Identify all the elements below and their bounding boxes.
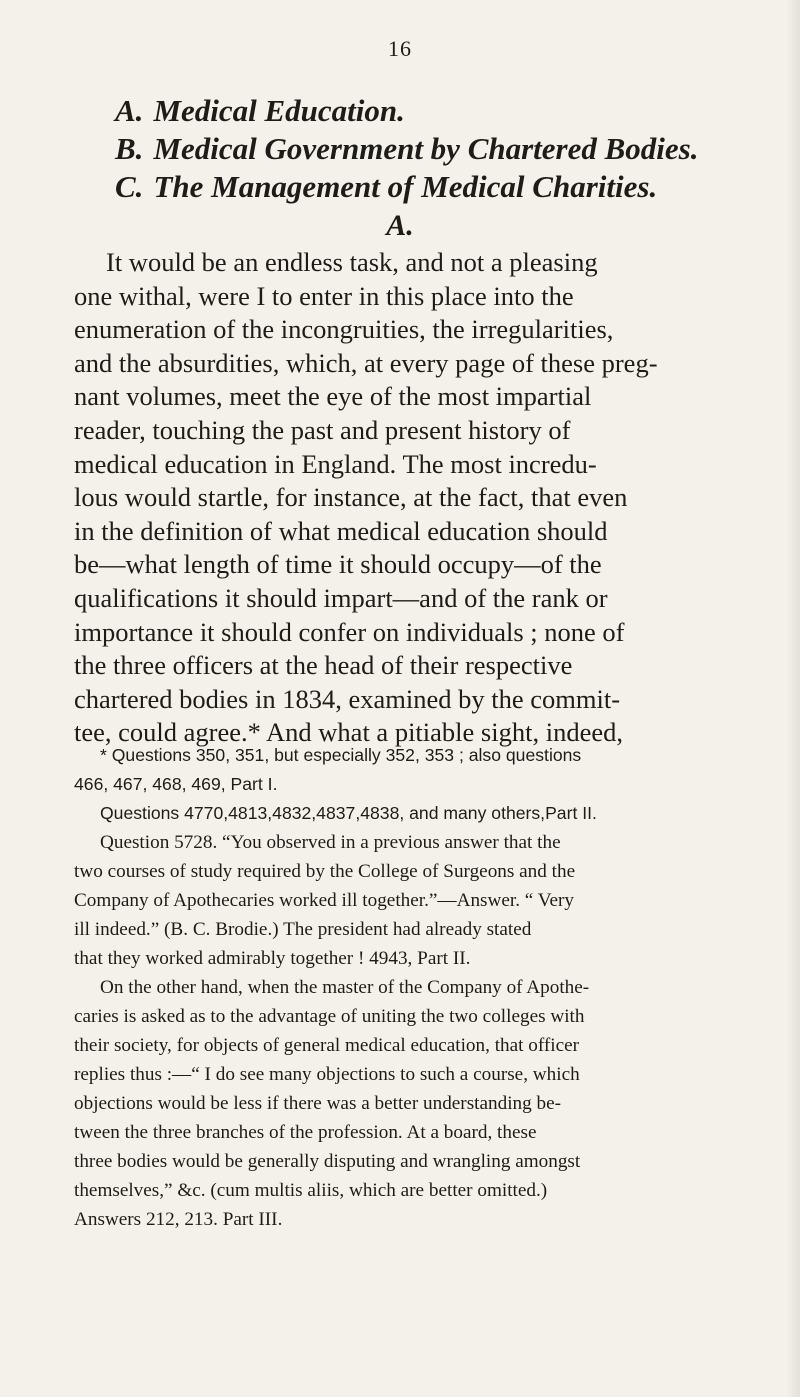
body-line: It would be an endless task, and not a pleasing	[106, 247, 598, 277]
body-line: enumeration of the incongruities, the irregularities,	[74, 314, 614, 345]
body-line: one withal, were I to enter in this place into the	[74, 280, 574, 311]
body-line: medical education in England. The most incredu-	[74, 448, 597, 479]
body-line: nant volumes, meet the eye of the most impartial	[74, 381, 592, 412]
body-line: the three officers at the head of their respective	[74, 650, 573, 681]
footnote-line: replies thus :—“ I do see many objections to such a course, which	[74, 1064, 580, 1085]
body-line: and the absurdities, which, at every page of these preg-	[74, 347, 658, 378]
page-edge-shadow	[786, 0, 800, 1397]
footnote-line: Question 5728. “You observed in a previous answer that the	[100, 832, 561, 853]
contents-letter: A.	[115, 93, 144, 128]
footnote-line: themselves,” &c. (cum multis aliis, which are better omitted.)	[74, 1180, 548, 1201]
footnote-line: tween the three branches of the profession. At a board, these	[74, 1122, 537, 1143]
footnote-line: Questions 4770,4813,4832,4837,4838, and many others,Part II.	[100, 803, 597, 823]
footnote-line: 466, 467, 468, 469, Part I.	[74, 774, 278, 794]
footnote-line: * Questions 350, 351, but especially 352, 353 ; also questions	[100, 745, 582, 765]
footnotes	[74, 741, 742, 1234]
footnote-line: objections would be less if there was a better understanding be-	[74, 1093, 562, 1114]
contents-list	[115, 92, 698, 206]
footnote-line: Answers 212, 213. Part III.	[74, 1209, 283, 1230]
footnote-line: three bodies would be generally disputing and wrangling amongst	[74, 1151, 581, 1172]
body-line: reader, touching the past and present history of	[74, 414, 571, 445]
body-line: tee, could agree.* And what a pitiable sight, indeed,	[74, 717, 623, 748]
body-paragraph	[74, 246, 742, 750]
footnote-line: Company of Apothecaries worked ill together.”—Answer. “ Very	[74, 890, 574, 911]
contents-title: Medical Government by Chartered Bodies.	[153, 131, 699, 166]
contents-item-b	[115, 130, 698, 168]
footnote-line: their society, for objects of general medical education, that officer	[74, 1035, 580, 1056]
contents-item-c	[115, 168, 698, 206]
body-line: lous would startle, for instance, at the fact, that even	[74, 482, 628, 513]
footnote-line: On the other hand, when the master of the Company of Apothe-	[100, 977, 590, 998]
page-number: 16	[388, 36, 412, 61]
section-heading: A.	[386, 209, 414, 242]
footnote-line: caries is asked as to the advantage of uniting the two colleges with	[74, 1006, 585, 1027]
body-line: in the definition of what medical education should	[74, 515, 608, 546]
body-line: qualifications it should impart—and of the rank or	[74, 582, 608, 613]
body-line: chartered bodies in 1834, examined by the commit-	[74, 683, 621, 714]
body-line: be—what length of time it should occupy—of the	[74, 549, 602, 580]
body-line: importance it should confer on individuals ; none of	[74, 616, 625, 647]
contents-letter: C.	[115, 169, 144, 204]
footnote-line: that they worked admirably together ! 4943, Part II.	[74, 948, 471, 969]
contents-item-a	[115, 92, 698, 130]
contents-letter: B.	[115, 131, 144, 166]
footnote-line: two courses of study required by the College of Surgeons and the	[74, 861, 576, 882]
footnote-line: ill indeed.” (B. C. Brodie.) The president had already stated	[74, 919, 532, 940]
contents-title: The Management of Medical Charities.	[153, 169, 658, 204]
contents-title: Medical Education.	[153, 93, 405, 128]
